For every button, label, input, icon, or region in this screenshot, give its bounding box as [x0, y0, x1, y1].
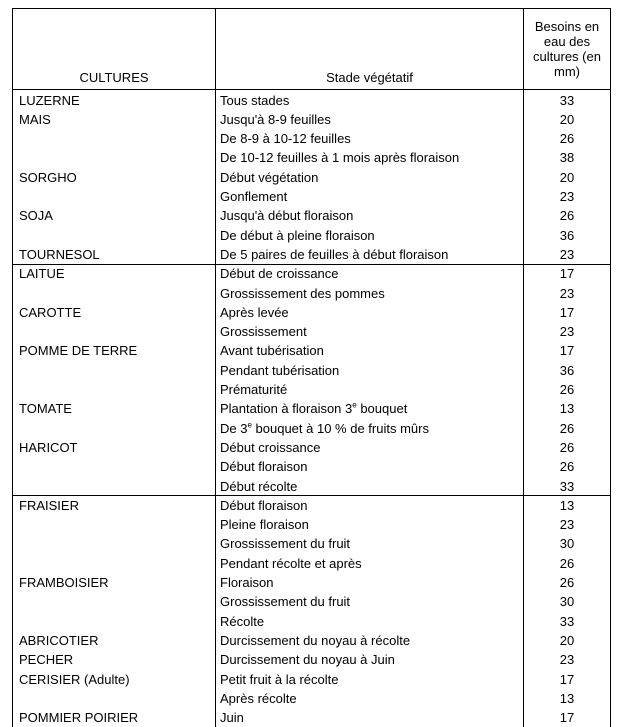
stage-cell: Après récolte	[220, 690, 297, 706]
table-row	[13, 380, 610, 399]
stage-cell: Début floraison	[220, 459, 308, 475]
crop-cell: FRAISIER	[19, 497, 79, 513]
crop-cell: LUZERNE	[19, 92, 80, 108]
stage-cell: Grossissement	[220, 324, 307, 340]
table-row	[13, 438, 610, 457]
crop-cell: HARICOT	[19, 439, 78, 455]
table-row	[13, 670, 610, 689]
stage-cell: Floraison	[220, 575, 274, 590]
stage-cell: Début récolte	[220, 478, 298, 494]
water-need-cell: 26	[559, 131, 575, 147]
water-need-cell: 23	[559, 189, 575, 204]
table-row	[13, 264, 610, 283]
stage-cell: Plantation à floraison 3e bouquet	[220, 400, 408, 417]
table-row	[13, 573, 610, 592]
header-stade-vegetatif: Stade végétatif	[326, 70, 413, 85]
table-row	[13, 110, 610, 129]
table-row	[13, 148, 610, 167]
water-need-cell: 26	[559, 459, 575, 475]
crop-cell: CERISIER (Adulte)	[19, 671, 130, 687]
stage-cell: Pendant récolte et après	[220, 555, 362, 571]
table-row	[13, 361, 610, 380]
water-need-cell: 20	[559, 169, 575, 185]
water-need-cell: 17	[559, 671, 575, 687]
water-need-cell: 23	[559, 246, 575, 262]
table-row	[13, 515, 610, 534]
stage-cell: Récolte	[220, 613, 265, 629]
water-need-cell: 13	[559, 401, 575, 417]
water-need-cell: 23	[559, 652, 575, 668]
group-divider	[13, 264, 610, 265]
stage-cell: Tous stades	[220, 92, 290, 108]
water-need-cell: 17	[559, 343, 575, 359]
water-need-cell: 13	[559, 690, 575, 706]
water-need-cell: 17	[559, 266, 575, 282]
water-need-cell: 38	[559, 150, 575, 166]
water-need-cell: 26	[559, 382, 575, 397]
table-row	[13, 631, 610, 650]
stage-cell: Après levée	[220, 304, 289, 320]
table-row	[13, 206, 610, 225]
stage-cell: Grossissement des pommes	[220, 285, 385, 301]
stage-cell: Gonflement	[220, 189, 288, 204]
crop-cell: CAROTTE	[19, 304, 82, 320]
table-row	[13, 612, 610, 631]
table-row	[13, 496, 610, 515]
stage-cell: Prématurité	[220, 382, 288, 397]
stage-cell: De 8-9 à 10-12 feuilles	[220, 131, 351, 147]
water-need-cell: 33	[559, 92, 575, 108]
table-row	[13, 650, 610, 669]
water-need-cell: 36	[559, 362, 575, 378]
water-need-cell: 33	[559, 478, 575, 494]
stage-cell: Jusqu'à début floraison	[220, 208, 354, 224]
table-row	[13, 341, 610, 360]
crop-cell: MAIS	[19, 111, 51, 127]
table-row	[13, 592, 610, 611]
water-need-cell: 26	[559, 208, 575, 224]
crop-cell: PECHER	[19, 652, 74, 668]
table-row	[13, 534, 610, 553]
table-row	[13, 689, 610, 708]
water-need-cell: 20	[559, 111, 575, 127]
stage-cell: Petit fruit à la récolte	[220, 671, 339, 687]
table-row	[13, 708, 610, 727]
water-need-cell: 36	[559, 227, 575, 243]
stage-cell: Durcissement du noyau à récolte	[220, 632, 411, 648]
stage-cell: Pendant tubérisation	[220, 362, 340, 378]
water-need-cell: 26	[559, 575, 575, 590]
water-need-cell: 26	[559, 420, 575, 436]
crop-cell: SOJA	[19, 208, 53, 224]
crop-cell: ABRICOTIER	[19, 632, 99, 648]
stage-cell: De 10-12 feuilles à 1 mois après floraison	[220, 150, 460, 166]
crop-cell: SORGHO	[19, 169, 77, 185]
table-row	[13, 245, 610, 264]
water-need-cell: 20	[559, 632, 575, 648]
water-need-cell: 13	[559, 497, 575, 513]
stage-cell: Grossissement du fruit	[220, 594, 351, 610]
table-row	[13, 284, 610, 303]
stage-cell: Début végétation	[220, 169, 319, 185]
crop-cell: FRAMBOISIER	[19, 575, 109, 590]
stage-cell: Avant tubérisation	[220, 343, 324, 359]
table-row	[13, 554, 610, 573]
table-row	[13, 168, 610, 187]
water-need-cell: 33	[559, 613, 575, 629]
table-row	[13, 303, 610, 322]
stage-cell: Début floraison	[220, 497, 308, 513]
stage-cell: Durcissement du noyau à Juin	[220, 652, 395, 668]
stage-cell: De 5 paires de feuilles à début floraison	[220, 246, 449, 262]
group-divider	[13, 495, 610, 496]
water-needs-table	[12, 8, 611, 727]
table-row	[13, 226, 610, 245]
water-need-cell: 23	[559, 285, 575, 301]
water-need-cell: 17	[559, 304, 575, 320]
crop-cell: TOURNESOL	[19, 246, 100, 262]
stage-cell: Début de croissance	[220, 266, 339, 282]
water-need-cell: 30	[559, 594, 575, 610]
crop-cell: TOMATE	[19, 401, 72, 417]
water-need-cell: 17	[559, 710, 575, 726]
table-row	[13, 322, 610, 341]
header-besoins-en-eau: Besoins en eau des cultures (en mm)	[533, 19, 601, 79]
stage-cell: De 3e bouquet à 10 % de fruits mûrs	[220, 420, 429, 436]
stage-cell: Juin	[220, 710, 244, 726]
water-need-cell: 30	[559, 536, 575, 552]
table-row	[13, 457, 610, 476]
water-need-cell: 23	[559, 517, 575, 533]
table-row	[13, 399, 610, 418]
water-need-cell: 23	[559, 324, 575, 340]
table-row	[13, 91, 610, 110]
stage-cell: Grossissement du fruit	[220, 536, 351, 552]
table-row	[13, 477, 610, 496]
stage-cell: Pleine floraison	[220, 517, 309, 533]
water-need-cell: 26	[559, 555, 575, 571]
stage-cell: Jusqu'à 8-9 feuilles	[220, 111, 331, 127]
stage-cell: Début croissance	[220, 439, 321, 455]
header-cultures: CULTURES	[79, 70, 149, 85]
stage-cell: De début à pleine floraison	[220, 227, 375, 243]
table-row	[13, 129, 610, 148]
water-need-cell: 26	[559, 439, 575, 455]
crop-cell: LAITUE	[19, 266, 65, 282]
crop-cell: POMMIER POIRIER	[19, 710, 139, 726]
crop-cell: POMME DE TERRE	[19, 343, 138, 359]
table-row	[13, 419, 610, 438]
table-row	[13, 187, 610, 206]
